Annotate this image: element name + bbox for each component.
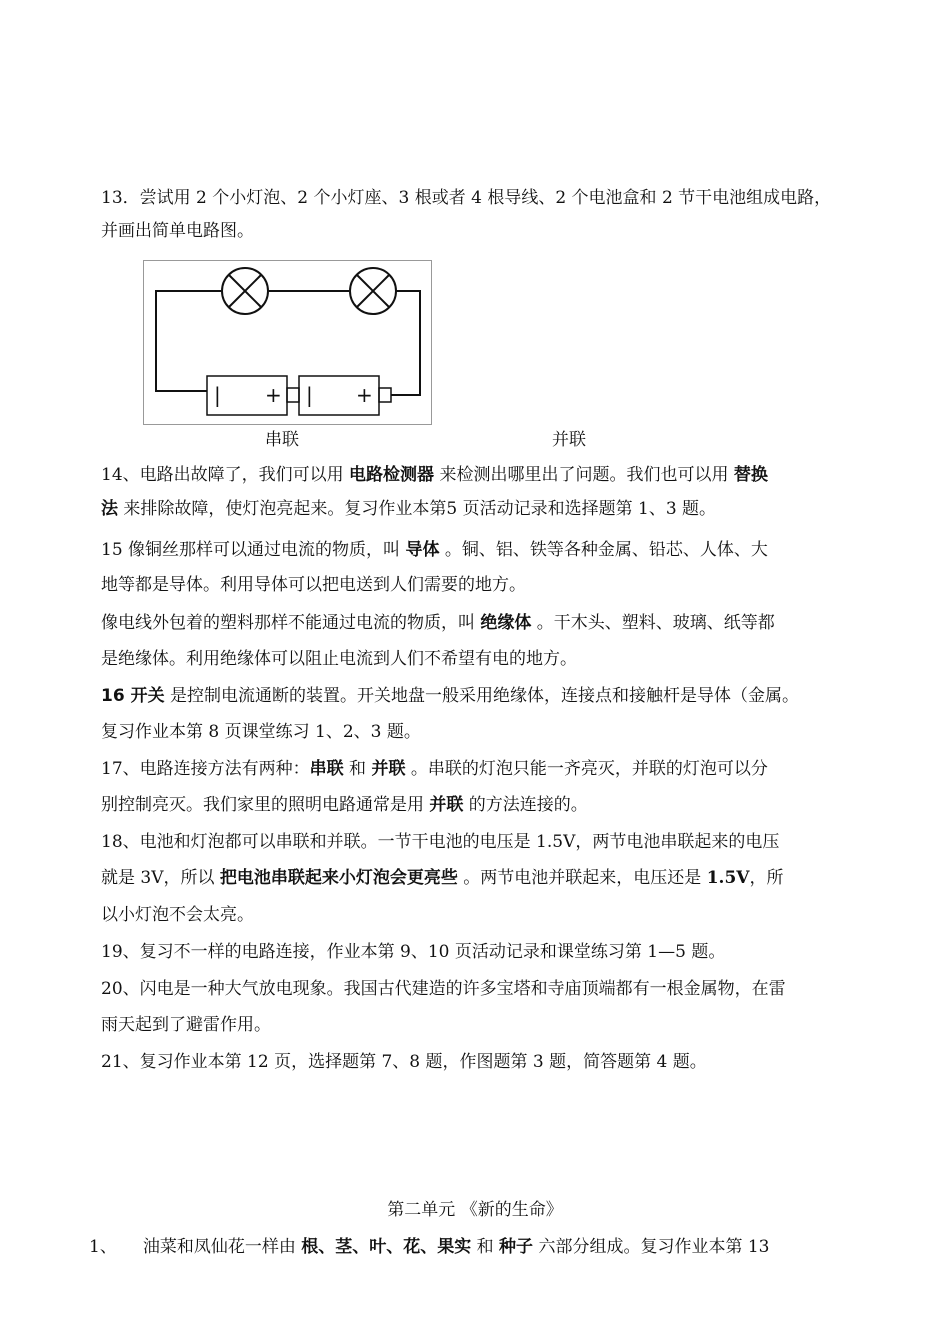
caption-series: 串联 — [265, 430, 299, 450]
q14-text-3: 来排除故障，使灯泡亮起来。复习作业本第5 页活动记录和选择题第 1、3 题。 — [118, 499, 717, 519]
q14-text-2: 来检测出哪里出了问题。我们也可以用 — [434, 465, 734, 485]
q16-text-1: 是控制电流通断的装置。开关地盘一般采用绝缘体，连接点和接触杆是导体（金属。 — [164, 686, 799, 706]
q17-answer-1: 串联 — [309, 759, 344, 779]
series-circuit-diagram — [143, 260, 432, 425]
q16-number: 16 — [101, 686, 131, 706]
q14-answer-2a: 替换 — [733, 465, 768, 485]
q17-line1 — [101, 757, 768, 781]
q14-answer-2b: 法 — [101, 499, 118, 519]
q15-answer-2: 绝缘体 — [480, 613, 532, 633]
unit2-text-2: 和 — [471, 1237, 500, 1257]
q17-line2 — [101, 793, 588, 817]
q17-text-5: 的方法连接的。 — [463, 795, 588, 815]
q15-line4: 是绝缘体。利用绝缘体可以阻止电流到人们不希望有电的地方。 — [101, 649, 577, 669]
q17-answer-2: 并联 — [371, 759, 406, 779]
q14-line1 — [101, 463, 768, 487]
q13-line1: 13．尝试用 2 个小灯泡、2 个小灯座、3 根或者 4 根导线、2 个电池盒和 2 节干电池组成电路， — [101, 188, 832, 208]
q14-answer-1: 电路检测器 — [349, 465, 435, 485]
battery-2-plus: + — [356, 383, 373, 407]
q15-answer-1: 导体 — [405, 540, 440, 560]
unit2-answer-1: 根、茎、叶、花、果实 — [301, 1237, 472, 1257]
q15-line1 — [101, 538, 768, 562]
q16-answer-1: 开关 — [130, 686, 165, 706]
q19-line: 19、复习不一样的电路连接，作业本第 9、10 页活动记录和课堂练习第 1—5 题。 — [101, 942, 726, 962]
unit2-item1 — [89, 1235, 770, 1259]
q14-text-1: 14、电路出故障了，我们可以用 — [101, 465, 350, 485]
unit2-text-1: 油菜和凤仙花一样由 — [142, 1237, 302, 1257]
q18-text-3: 。两节电池并联起来，电压还是 — [457, 868, 707, 888]
q18-line3: 以小灯泡不会太亮。 — [101, 905, 254, 925]
q18-text-4: ，所 — [749, 868, 784, 888]
unit2-title: 第二单元 《新的生命》 — [387, 1200, 563, 1220]
q15-text-1: 15 像铜丝那样可以通过电流的物质，叫 — [101, 540, 406, 560]
wire-right — [391, 291, 420, 395]
battery-2-minus: | — [306, 383, 313, 407]
q17-text-4: 别控制亮灭。我们家里的照明电路通常是用 — [101, 795, 430, 815]
unit2-item-number: 1、 — [89, 1237, 117, 1257]
q20-line2: 雨天起到了避雷作用。 — [101, 1015, 271, 1035]
q18-line1: 18、电池和灯泡都可以串联和并联。一节干电池的电压是 1.5V，两节电池串联起来的电压 — [101, 832, 780, 852]
q14-line2 — [101, 497, 716, 521]
q20-line1: 20、闪电是一种大气放电现象。我国古代建造的许多宝塔和寺庙顶端都有一根金属物，在雷 — [101, 979, 786, 999]
q15-text-2: 。铜、铝、铁等各种金属、铅芯、人体、大 — [439, 540, 768, 560]
q18-answer-1: 把电池串联起来小灯泡会更亮些 — [219, 868, 458, 888]
unit2-answer-2: 种子 — [499, 1237, 534, 1257]
q16-line2: 复习作业本第 8 页课堂练习 1、2、3 题。 — [101, 722, 421, 742]
q21-line: 21、复习作业本第 12 页，选择题第 7、8 题，作图题第 3 题，简答题第 4 题。 — [101, 1052, 707, 1072]
q18-answer-2: 1.5V — [706, 868, 750, 888]
caption-parallel: 并联 — [552, 430, 586, 450]
q18-line2 — [101, 866, 783, 890]
q18-text-2: 就是 3V，所以 — [101, 868, 220, 888]
unit2-text-3: 六部分组成。复习作业本第 13 — [533, 1237, 770, 1257]
circuit-svg — [144, 261, 433, 426]
q15-line2: 地等都是导体。利用导体可以把电送到人们需要的地方。 — [101, 575, 526, 595]
battery-1-minus: | — [214, 383, 221, 407]
q15-text-4: 。干木头、塑料、玻璃、纸等都 — [531, 613, 775, 633]
q15-text-3: 像电线外包着的塑料那样不能通过电流的物质，叫 — [101, 613, 481, 633]
q17-text-2: 和 — [343, 759, 372, 779]
q16-line1 — [101, 684, 799, 708]
q17-text-1: 17、电路连接方法有两种： — [101, 759, 310, 779]
q17-answer-3: 并联 — [429, 795, 464, 815]
q17-text-3: 。串联的灯泡只能一齐亮灭，并联的灯泡可以分 — [405, 759, 768, 779]
battery-1-plus: + — [265, 383, 282, 407]
q15-line3 — [101, 611, 775, 635]
q13-line2: 并画出简单电路图。 — [101, 221, 254, 241]
